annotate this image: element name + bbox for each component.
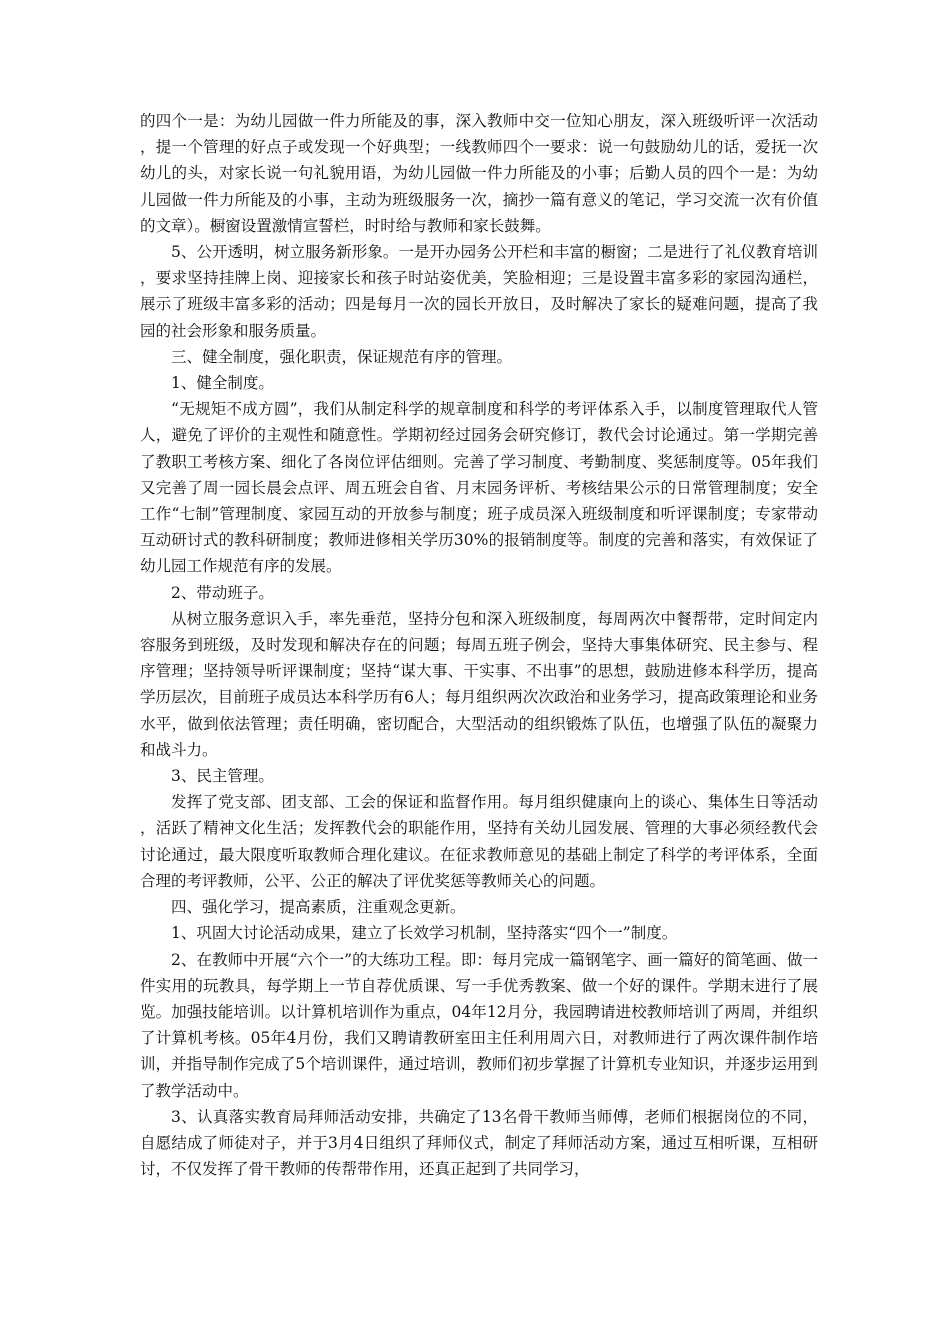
subsection-heading: 3、民主管理。: [171, 767, 274, 786]
section-heading: 三、健全制度，强化职责，保证规范有序的管理。: [171, 347, 513, 366]
paragraph: 3、认真落实教育局拜师活动安排，共确定了13名骨干教师当师傅，老师们根据岗位的不同，自愿结成了师徒对子，并于3月4日组织了拜师仪式，制定了拜师活动方案，通过互相听课，互相研讨，不仅发挥了骨干教师的传帮带作用，还真正起到了共同学习，: [140, 1107, 818, 1179]
subsection-heading: 1、健全制度。: [171, 374, 274, 393]
paragraph: 5、公开透明，树立服务新形象。一是开办园务公开栏和丰富的橱窗；二是进行了礼仪教育培训，要求坚持挂牌上岗、迎接家长和孩子时站姿优美，笑脸相迎；三是设置丰富多彩的家园沟通栏，展示了班级丰富多彩的活动；四是每月一次的园长开放日，及时解决了家长的疑难问题，提高了我园的社会形象和服务质量。: [140, 243, 818, 340]
section-heading: 四、强化学习，提高素质，注重观念更新。: [171, 898, 466, 917]
document-page: [140, 108, 818, 1182]
paragraph: 的四个一是：为幼儿园做一件力所能及的事，深入教师中交一位知心朋友，深入班级听评一次活动，提一个管理的好点子或发现一个好典型；一线教师四个一要求：说一句鼓励幼儿的话，爱抚一次幼儿的头，对家长说一句礼貌用语，为幼儿园做一件力所能及的小事；后勤人员的四个一是：为幼儿园做一件力所能及的小事，主动为班级服务一次，摘抄一篇有意义的笔记，学习交流一次有价值的文章）。橱窗设置激情宣誓栏，时时给与教师和家长鼓舞。: [140, 112, 818, 235]
paragraph: 2、在教师中开展“六个一”的大练功工程。即：每月完成一篇钢笔字、画一篇好的简笔画、做一件实用的玩教具，每学期上一节自荐优质课、写一手优秀教案、做一个好的课件。学期末进行了展览。加强技能培训。以计算机培训作为重点，04年12月分，我园聘请进校教师培训了两周，并组织了计算机考核。05年4月份，我们又聘请教研室田主任利用周六日，对教师进行了两次课件制作培训，并指导制作完成了5个培训课件，通过培训，教师们初步掌握了计算机专业知识，并逐步运用到了教学活动中。: [140, 950, 818, 1100]
subsection-heading: 2、带动班子。: [171, 583, 274, 602]
paragraph: 从树立服务意识入手，率先垂范，坚持分包和深入班级制度，每周两次中餐帮带，定时间定内容服务到班级，及时发现和解决存在的问题；每周五班子例会，坚持大事集体研究、民主参与、程序管理；坚持领导听评课制度；坚持“谋大事、干实事、不出事”的思想，鼓励进修本科学历，提高学历层次，目前班子成员达本科学历有6人；每月组织两次次政治和业务学习，提高政策理论和业务水平，做到依法管理；责任明确，密切配合，大型活动的组织锻炼了队伍，也增强了队伍的凝聚力和战斗力。: [140, 609, 818, 759]
paragraph: 发挥了党支部、团支部、工会的保证和监督作用。每月组织健康向上的谈心、集体生日等活动，活跃了精神文化生活；发挥教代会的职能作用，坚持有关幼儿园发展、管理的大事必须经教代会讨论通过，最大限度听取教师合理化建议。在征求教师意见的基础上制定了科学的考评体系，全面合理的考评教师，公平、公正的解决了评优奖惩等教师关心的问题。: [140, 793, 818, 890]
paragraph: “无规矩不成方圆”，我们从制定科学的规章制度和科学的考评体系入手，以制度管理取代人管人，避免了评价的主观性和随意性。学期初经过园务会研究修订，教代会讨论通过。第一学期完善了教职工考核方案、细化了各岗位评估细则。完善了学习制度、考勤制度、奖惩制度等。05年我们又完善了周一园长晨会点评、周五班会自省、月末园务评析、考核结果公示的日常管理制度；安全工作“七制”管理制度、家园互动的开放参与制度；班子成员深入班级制度和听评课制度；专家带动互动研讨式的教科研制度；教师进修相关学历30%的报销制度等。制度的完善和落实，有效保证了幼儿园工作规范有序的发展。: [140, 400, 818, 576]
paragraph: 1、巩固大讨论活动成果，建立了长效学习机制，坚持落实“四个一”制度。: [171, 924, 678, 943]
